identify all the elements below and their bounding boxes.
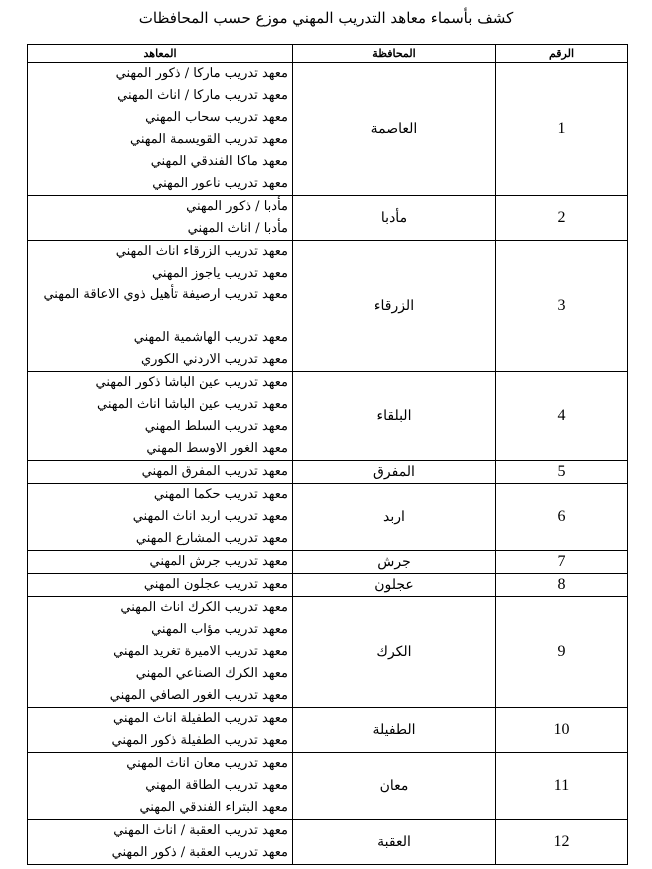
institute-item: معهد تدريب المفرق المهني xyxy=(141,464,288,479)
header-row xyxy=(28,45,628,63)
institute-item: معهد تدريب مؤاب المهني xyxy=(151,622,288,637)
table-row xyxy=(28,708,628,753)
institutes-cell xyxy=(28,708,293,753)
institutes-cell xyxy=(28,196,293,241)
row-number: 6 xyxy=(496,484,628,551)
governorate-cell: معان xyxy=(293,753,496,820)
governorate-cell: الطفيلة xyxy=(293,708,496,753)
row-number: 9 xyxy=(496,597,628,708)
institute-item: معهد تدريب اربد اناث المهني xyxy=(132,509,288,524)
table-row xyxy=(28,484,628,551)
institute-item: معهد تدريب ياجوز المهني xyxy=(152,266,288,281)
table-row xyxy=(28,574,628,597)
row-number: 1 xyxy=(496,63,628,196)
governorate-cell: العاصمة xyxy=(293,63,496,196)
institute-item: معهد البتراء الفندقي المهني xyxy=(139,800,288,815)
row-number: 12 xyxy=(496,820,628,865)
institutes-cell xyxy=(28,551,293,574)
institute-item: معهد تدريب الطفيلة اناث المهني xyxy=(113,711,288,726)
table-row xyxy=(28,461,628,484)
row-number: 4 xyxy=(496,372,628,461)
institute-item: معهد تدريب العقبة / اناث المهني xyxy=(113,823,288,838)
table-row xyxy=(28,820,628,865)
institute-item: معهد تدريب الاميرة تغريد المهني xyxy=(113,644,288,659)
institute-item: معهد تدريب عجلون المهني xyxy=(143,577,288,592)
institute-item: معهد تدريب الكرك اناث المهني xyxy=(120,600,288,615)
institute-item: معهد تدريب الطاقة المهني xyxy=(145,778,288,793)
institute-item: معهد تدريب القويسمة المهني xyxy=(130,132,288,147)
institute-item: معهد تدريب ماركا / اناث المهني xyxy=(117,88,288,103)
table-row xyxy=(28,241,628,372)
institutes-cell xyxy=(28,820,293,865)
table-row xyxy=(28,63,628,196)
institutes-cell xyxy=(28,574,293,597)
governorate-cell: الكرك xyxy=(293,597,496,708)
table-row xyxy=(28,753,628,820)
row-number: 11 xyxy=(496,753,628,820)
row-number: 7 xyxy=(496,551,628,574)
governorate-cell: عجلون xyxy=(293,574,496,597)
institute-item: معهد ماكا الفندقي المهني xyxy=(150,154,288,169)
table-row xyxy=(28,597,628,708)
institute-item: معهد تدريب الزرقاء اناث المهني xyxy=(115,244,288,259)
institutes-cell xyxy=(28,461,293,484)
institutes-cell xyxy=(28,63,293,196)
institute-item: مأدبا / اناث المهني xyxy=(187,221,288,236)
institutes-cell xyxy=(28,753,293,820)
institute-item: معهد تدريب عين الباشا اناث المهني xyxy=(97,397,288,412)
governorate-cell: جرش xyxy=(293,551,496,574)
institute-item: معهد تدريب ارصيفة تأهيل ذوي الاعاقة المهني xyxy=(43,287,288,302)
governorate-cell: البلقاء xyxy=(293,372,496,461)
table-row xyxy=(28,372,628,461)
row-number: 8 xyxy=(496,574,628,597)
institute-item: مأدبا / ذكور المهني xyxy=(186,199,288,214)
institutes-cell xyxy=(28,372,293,461)
row-number: 10 xyxy=(496,708,628,753)
governorate-cell: الزرقاء xyxy=(293,241,496,372)
header-number: الرقم xyxy=(496,45,628,63)
institute-item: معهد تدريب الاردني الكوري xyxy=(140,352,288,367)
row-number: 3 xyxy=(496,241,628,372)
header-governorate: المحافظة xyxy=(293,45,496,63)
institute-item: معهد تدريب عين الباشا ذكور المهني xyxy=(95,375,288,390)
institute-item: معهد تدريب العقبة / ذكور المهني xyxy=(111,845,288,860)
header-institutes: المعاهد xyxy=(28,45,293,63)
governorate-cell: العقبة xyxy=(293,820,496,865)
row-number: 5 xyxy=(496,461,628,484)
governorate-cell: المفرق xyxy=(293,461,496,484)
institute-item: معهد الكرك الصناعي المهني xyxy=(135,666,288,681)
institute-item: معهد تدريب سحاب المهني xyxy=(145,110,288,125)
institute-item: معهد تدريب المشارع المهني xyxy=(135,531,288,546)
institutes-cell xyxy=(28,484,293,551)
institute-item: معهد تدريب ماركا / ذكور المهني xyxy=(115,66,288,81)
governorate-cell: مأدبا xyxy=(293,196,496,241)
institute-item: معهد تدريب معان اناث المهني xyxy=(126,756,288,771)
institutes-cell xyxy=(28,597,293,708)
institute-item: معهد تدريب حكما المهني xyxy=(153,487,288,502)
institutes-table xyxy=(27,44,628,865)
institutes-cell xyxy=(28,241,293,372)
institute-item: معهد تدريب ناعور المهني xyxy=(152,176,288,191)
institute-item: معهد تدريب جرش المهني xyxy=(149,554,288,569)
institute-item: معهد تدريب الهاشمية المهني xyxy=(133,330,288,345)
institute-item: معهد تدريب السلط المهني xyxy=(144,419,288,434)
table-row xyxy=(28,196,628,241)
governorate-cell: اربد xyxy=(293,484,496,551)
table-body xyxy=(28,63,628,865)
table-row xyxy=(28,551,628,574)
row-number: 2 xyxy=(496,196,628,241)
page-title: كشف بأسماء معاهد التدريب المهني موزع حسب المحافظات xyxy=(138,9,514,27)
institute-item: معهد تدريب الغور الصافي المهني xyxy=(109,688,288,703)
institute-item: معهد تدريب الطفيلة ذكور المهني xyxy=(111,733,288,748)
institute-item: معهد الغور الاوسط المهني xyxy=(146,441,288,456)
